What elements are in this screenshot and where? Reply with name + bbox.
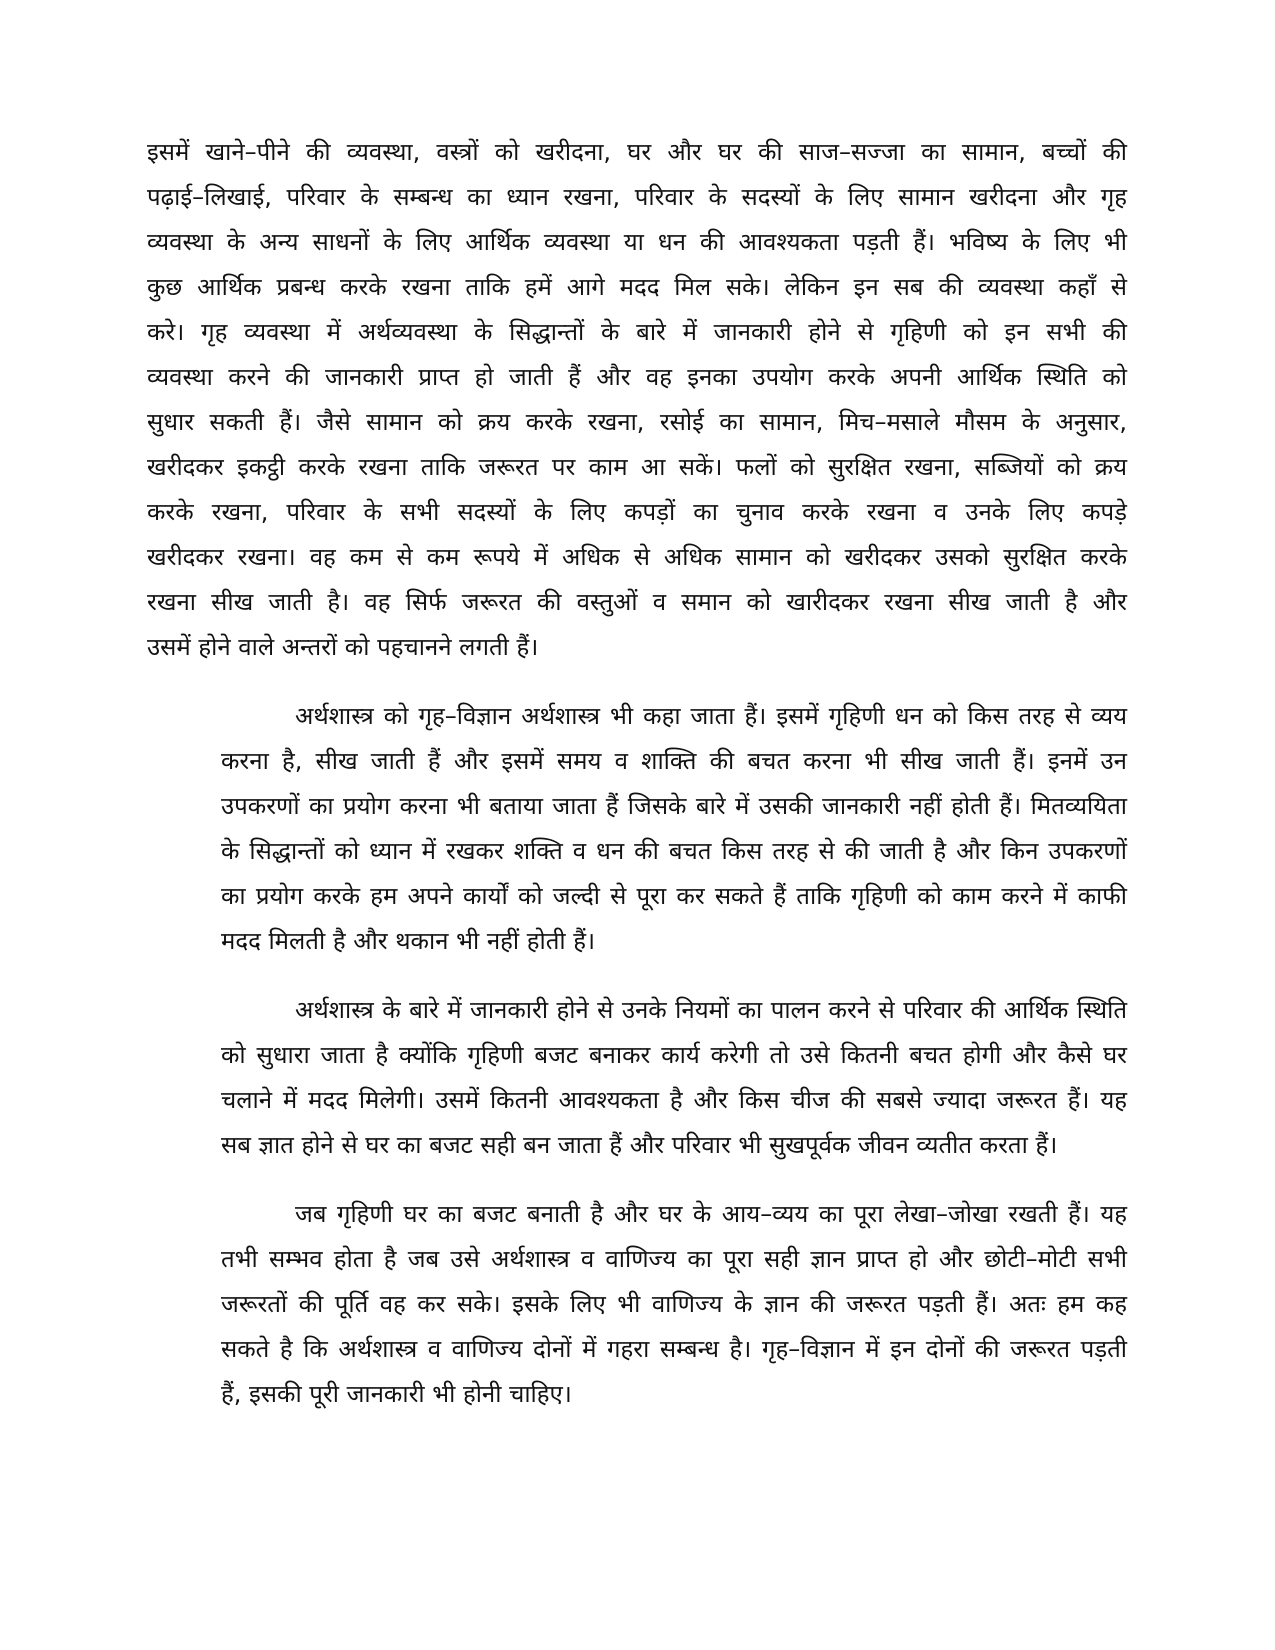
paragraph-line: करना है, सीख जाती हैं और इसमें समय व शाक्ति की बचत करना भी सीख जाती हैं। इनमें उन <box>221 747 1127 775</box>
paragraph-line: जब गृहिणी घर का बजट बनाती है और घर के आय–व्यय का पूरा लेखा–जोखा रखती हैं। यह <box>295 1200 1127 1228</box>
paragraph-line: हैं, इसकी पूरी जानकारी भी होनी चाहिए। <box>221 1380 572 1408</box>
paragraph-line: व्यवस्था के अन्य साधनों के लिए आर्थिक व्यवस्था या धन की आवश्यकता पड़ती हैं। भविष्य के लिए भी <box>147 228 1127 256</box>
paragraph-line: कुछ आर्थिक प्रबन्ध करके रखना ताकि हमें आगे मदद मिल सके। लेकिन इन सब की व्यवस्था कहाँ से <box>147 273 1127 301</box>
paragraph-line: खरीदकर रखना। वह कम से कम रूपये में अधिक से अधिक सामान को खरीदकर उसको सुरक्षित करके <box>147 543 1127 571</box>
paragraph-line: चलाने में मदद मिलेगी। उसमें कितनी आवश्यकता है और किस चीज की सबसे ज्यादा जरूरत हैं। यह <box>221 1086 1127 1114</box>
paragraph-line: के सिद्धान्तों को ध्यान में रखकर शक्ति व धन की बचत किस तरह से की जाती है और किन उपकरणों <box>221 837 1127 865</box>
paragraph-line: करके रखना, परिवार के सभी सदस्यों के लिए कपड़ों का चुनाव करके रखना व उनके लिए कपड़े <box>147 498 1127 526</box>
paragraph-line: उसमें होने वाले अन्तरों को पहचानने लगती हैं। <box>147 633 539 661</box>
paragraph-line: व्यवस्था करने की जानकारी प्राप्त हो जाती हैं और वह इनका उपयोग करके अपनी आर्थिक स्थिति को <box>147 363 1127 391</box>
paragraph-line: अर्थशास्त्र के बारे में जानकारी होने से उनके नियमों का पालन करने से परिवार की आर्थिक स्थिति <box>295 996 1127 1024</box>
paragraph-line: उपकरणों का प्रयोग करना भी बताया जाता हैं जिसके बारे में उसकी जानकारी नहीं होती हैं। मितव्ययिता <box>221 792 1127 820</box>
document-body <box>147 130 1127 1441</box>
paragraph <box>147 988 1127 1168</box>
paragraph-line: का प्रयोग करके हम अपने कार्यों को जल्दी से पूरा कर सकते हैं ताकि गृहिणी को काम करने में काफी <box>221 882 1127 910</box>
paragraph-line: को सुधारा जाता है क्योंकि गृहिणी बजट बनाकर कार्य करेगी तो उसे कितनी बचत होगी और कैसे घर <box>221 1041 1127 1069</box>
paragraph-line: पढ़ाई–लिखाई, परिवार के सम्बन्ध का ध्यान रखना, परिवार के सदस्यों के लिए सामान खरीदना और गृह <box>147 183 1127 211</box>
paragraph-line: जरूरतों की पूर्ति वह कर सके। इसके लिए भी वाणिज्य के ज्ञान की जरूरत पड़ती हैं। अतः हम कह <box>221 1290 1127 1318</box>
paragraph-line: करे। गृह व्यवस्था में अर्थव्यवस्था के सिद्धान्तों के बारे में जानकारी होने से गृहिणी को इन सभी की <box>147 318 1127 346</box>
paragraph-line: खरीदकर इकट्ठी करके रखना ताकि जरूरत पर काम आ सकें। फलों को सुरक्षित रखना, सब्जियों को क्रय <box>147 453 1127 481</box>
paragraph <box>147 130 1127 670</box>
paragraph-line: सब ज्ञात होने से घर का बजट सही बन जाता हैं और परिवार भी सुखपूर्वक जीवन व्यतीत करता हैं। <box>221 1131 1058 1159</box>
paragraph-line: तभी सम्भव होता है जब उसे अर्थशास्त्र व वाणिज्य का पूरा सही ज्ञान प्राप्त हो और छोटी–मोटी सभी <box>221 1245 1127 1273</box>
paragraph-line: सुधार सकती हैं। जैसे सामान को क्रय करके रखना, रसोई का सामान, मिच–मसाले मौसम के अनुसार, <box>147 408 1127 436</box>
paragraph-line: इसमें खाने–पीने की व्यवस्था, वस्त्रों को खरीदना, घर और घर की साज–सज्जा का सामान, बच्चों की <box>147 138 1127 166</box>
paragraph-line: सकते है कि अर्थशास्त्र व वाणिज्य दोनों में गहरा सम्बन्ध है। गृह–विज्ञान में इन दोनों की जरूरत पड़ती <box>221 1335 1127 1363</box>
paragraph <box>147 694 1127 964</box>
paragraph-line: रखना सीख जाती है। वह सिर्फ जरूरत की वस्तुओं व समान को खारीदकर रखना सीख जाती है और <box>147 588 1127 616</box>
paragraph-line: मदद मिलती है और थकान भी नहीं होती हैं। <box>221 927 596 955</box>
paragraph <box>147 1192 1127 1417</box>
paragraph-line: अर्थशास्त्र को गृह–विज्ञान अर्थशास्त्र भी कहा जाता हैं। इसमें गृहिणी धन को किस तरह से व्यय <box>295 702 1127 730</box>
